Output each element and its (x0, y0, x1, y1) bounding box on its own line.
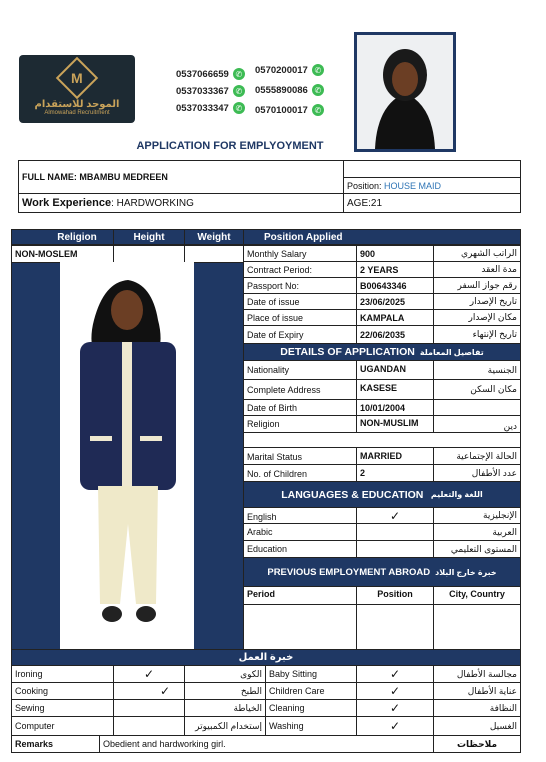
position-cell: Position: HOUSE MAID (343, 177, 521, 194)
row-label: Arabic (243, 523, 357, 541)
skill-arabic: مجالسة الأطفال (433, 665, 521, 683)
company-logo (19, 55, 135, 123)
whatsapp-icon: ✆ (233, 85, 245, 97)
checkmark-icon (113, 699, 185, 717)
row-value: MARRIED (356, 447, 434, 465)
row-arabic: الحالة الإجتماعية (433, 447, 521, 465)
row-label: Date of Expiry (243, 325, 357, 344)
row-label: Nationality (243, 360, 357, 380)
full-name-value: MBAMBU MEDREEN (79, 172, 168, 182)
row-label: Date of issue (243, 293, 357, 310)
religion-header: Religion (11, 229, 143, 245)
row-value: KAMPALA (356, 309, 434, 326)
position-applied-header: Position Applied (243, 229, 521, 245)
full-name-cell: FULL NAME: MBAMBU MEDREEN (18, 160, 344, 194)
full-body-photo (60, 262, 194, 650)
row-label: Education (243, 540, 357, 558)
whatsapp-icon: ✆ (312, 84, 324, 96)
skill-arabic: الغسيل (433, 716, 521, 736)
checkmark-icon (356, 523, 434, 541)
phone-6[interactable]: 0570100017 ✆ (255, 104, 324, 116)
row-label: Date of Birth (243, 399, 357, 416)
position-value: HOUSE MAID (384, 180, 442, 191)
skill-label: Cleaning (265, 699, 357, 717)
skill-label: Ironing (11, 665, 114, 683)
skill-arabic: الكوى (184, 665, 266, 683)
row-label: Religion (243, 415, 357, 433)
details-header: DETAILS OF APPLICATION تفاصيل المعاملة (243, 343, 521, 361)
phone-2[interactable]: 0537033367 ✆ (176, 85, 245, 97)
skill-label: Cooking (11, 682, 114, 700)
skill-label: Computer (11, 716, 114, 736)
row-value: 22/06/2035 (356, 325, 434, 344)
row-arabic: دين (433, 415, 521, 433)
whatsapp-icon: ✆ (312, 104, 324, 116)
row-label: Contract Period: (243, 261, 357, 278)
weight-value (184, 245, 244, 263)
checkmark-icon: ✓ (113, 665, 185, 683)
checkmark-icon: ✓ (113, 682, 185, 700)
skill-label: Children Care (265, 682, 357, 700)
previous-employment-header: PREVIOUS EMPLOYMENT ABROAD خبرة خارج البلاد (243, 557, 521, 587)
position-column: Position (356, 586, 434, 650)
row-arabic: تاريخ الإصدار (433, 293, 521, 310)
divider (243, 604, 521, 605)
whatsapp-icon: ✆ (312, 64, 324, 76)
checkmark-icon (113, 716, 185, 736)
height-value (113, 245, 185, 263)
row-label: Monthly Salary (243, 245, 357, 262)
skill-arabic: الطبخ (184, 682, 266, 700)
height-header: Height (113, 229, 185, 245)
weight-header: Weight (184, 229, 244, 245)
logo-english: Almowahad Recruitment (44, 109, 110, 116)
row-arabic: رقم جواز السفر (433, 277, 521, 294)
row-arabic: مدة العقد (433, 261, 521, 278)
remarks-arabic: ملاحظات (433, 735, 521, 753)
row-label: Place of issue (243, 309, 357, 326)
checkmark-icon: ✓ (356, 699, 434, 717)
remarks-value: Obedient and hardworking girl. (99, 735, 434, 753)
person-portrait-icon (357, 35, 453, 149)
whatsapp-icon: ✆ (233, 102, 245, 114)
remarks-label: Remarks (11, 735, 100, 753)
row-label: Passport No: (243, 277, 357, 294)
languages-header: LANGUAGES & EDUCATION اللغة والتعليم (243, 481, 521, 508)
row-label: No. of Children (243, 464, 357, 482)
row-value: NON-MUSLIM (356, 415, 434, 433)
row-arabic: الراتب الشهري (433, 245, 521, 262)
phone-5[interactable]: 0555890086 ✆ (255, 84, 324, 96)
row-arabic: العربية (433, 523, 521, 541)
row-arabic: تاريخ الإنتهاء (433, 325, 521, 344)
religion-value: NON-MOSLEM (11, 245, 114, 263)
row-arabic: عدد الأطفال (433, 464, 521, 482)
row-arabic: الإنجليزية (433, 507, 521, 524)
row-arabic (433, 399, 521, 416)
row-label: Complete Address (243, 379, 357, 400)
row-value: 23/06/2025 (356, 293, 434, 310)
row-value: B00643346 (356, 277, 434, 294)
city-country-column: City, Country (433, 586, 521, 650)
work-experience-cell: Work Experience : HARDWORKING (18, 193, 344, 213)
skill-arabic: الخياطة (184, 699, 266, 717)
phone-4[interactable]: 0570200017 ✆ (255, 64, 324, 76)
phone-1[interactable]: 0537066659 ✆ (176, 68, 245, 80)
logo-arabic: الموحد للاستقدام (34, 98, 120, 110)
blank-row (243, 432, 521, 448)
checkmark-icon: ✓ (356, 716, 434, 736)
work-experience-skills-header: خبرة العمل (11, 649, 521, 666)
skill-label: Washing (265, 716, 357, 736)
checkmark-icon: ✓ (356, 682, 434, 700)
skill-arabic: النظافة (433, 699, 521, 717)
row-arabic: مكان السكن (433, 379, 521, 400)
age-cell: AGE:21 (343, 193, 521, 213)
period-column: Period (243, 586, 357, 650)
skill-arabic: عناية الأطفال (433, 682, 521, 700)
whatsapp-icon: ✆ (233, 68, 245, 80)
phone-3[interactable]: 0537033347 ✆ (176, 102, 245, 114)
row-value: 10/01/2004 (356, 399, 434, 416)
checkmark-icon: ✓ (356, 507, 434, 524)
person-full-body-icon (60, 262, 194, 650)
checkmark-icon: ✓ (356, 665, 434, 683)
row-value: 900 (356, 245, 434, 262)
row-arabic: الجنسية (433, 360, 521, 380)
row-label: English (243, 507, 357, 524)
checkmark-icon (356, 540, 434, 558)
row-label: Marital Status (243, 447, 357, 465)
logo-mark: M (56, 56, 98, 98)
row-value: 2 (356, 464, 434, 482)
skill-label: Sewing (11, 699, 114, 717)
row-value: 2 YEARS (356, 261, 434, 278)
blank-top-cell (343, 160, 521, 178)
headshot-photo (354, 32, 456, 152)
row-arabic: مكان الإصدار (433, 309, 521, 326)
row-value: UGANDAN (356, 360, 434, 380)
skill-label: Baby Sitting (265, 665, 357, 683)
row-value: KASESE (356, 379, 434, 400)
skill-arabic: إستخدام الكمبيوتر (184, 716, 266, 736)
row-arabic: المستوى التعليمي (433, 540, 521, 558)
page-title: APPLICATION FOR EMPLYOYMENT (136, 140, 324, 152)
